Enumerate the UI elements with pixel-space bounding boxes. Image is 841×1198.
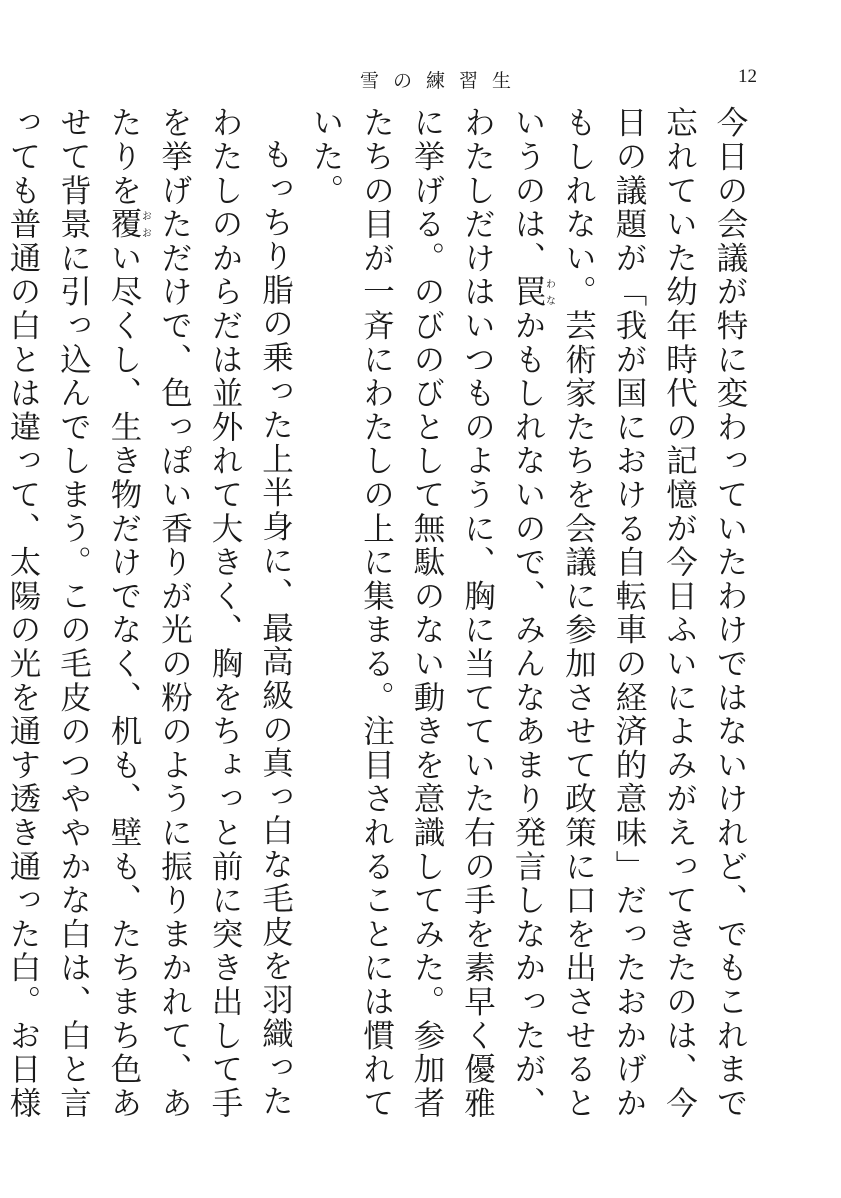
page-number: 12 (738, 66, 757, 87)
text-segment: かもしれないので、みんなあまり発言しなかったが、わたしだけはいつものように、胸に当てていた右の手を素早く優雅に挙げる。のびのびとして無駄のない動きを意識してみた。参加者たちの目が一斉にわたしの上に集まる。注目されることには慣れていた。 (308, 106, 546, 1121)
text-segment: い尽くし、生き物だけでなく、机も、壁も、たちまち色あせて背景に引っ込んでしまう。この毛皮のつややかな白は、白と言っても普通の白とは違って、太陽の光を通す透き通った白。お日様 (5, 106, 142, 1121)
body-text (5, 106, 755, 1126)
running-title: 雪の練習生 (360, 70, 526, 92)
text-segment: 今日の会議が特に変わっていたわけではないけれど、でもこれまで忘れていた幼年時代の記憶が今日ふいによみがえってきたのは、今日の議題が「我が国における自転車の経済的意味」だったおかげかもしれない。芸術家たちを会議に参加させて政策に口を出させるというのは、 (510, 106, 748, 1120)
ruby-word: 覆おお (106, 207, 151, 242)
ruby-reading: わな (543, 275, 555, 309)
ruby-word: 罠わな (510, 275, 555, 309)
text-segment: もっちり脂の乗った上半身に、最高級の真っ白な毛皮を羽織ったわたしのからだは並外れて大きく、胸をちょっと前に突き出して手を挙げただけで、色っぽい香りが光の粉のように振りまかれて、あたりを (106, 106, 294, 1120)
paragraph-1 (301, 106, 756, 1126)
ruby-reading: おお (139, 207, 151, 242)
paragraph-2 (0, 106, 301, 1126)
